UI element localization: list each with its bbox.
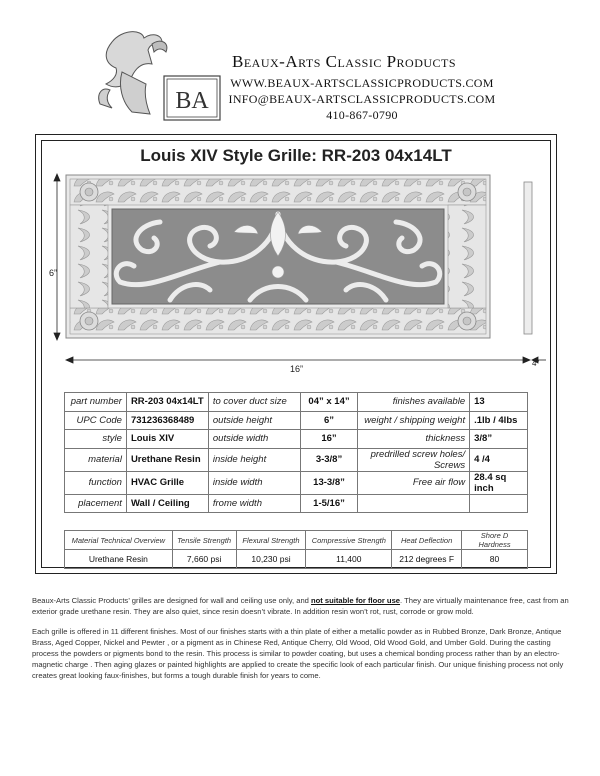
phone-number: 410-867-0790	[326, 108, 398, 122]
grille-side-profile	[524, 182, 532, 334]
spec-label: UPC Code	[65, 411, 127, 430]
spec-label: inside height	[208, 448, 300, 471]
column-header: Flexural Strength	[236, 531, 306, 550]
table-row	[65, 531, 528, 550]
width-label: 16”	[290, 364, 304, 374]
column-header: Shore D Hardness	[462, 531, 528, 550]
spec-value: 3/8”	[470, 430, 528, 449]
spec-value: 13	[470, 393, 528, 412]
spec-label: style	[65, 430, 127, 449]
column-header: Compressive Strength	[306, 531, 392, 550]
column-header: Heat Deflection	[392, 531, 462, 550]
spec-value: Louis XIV	[126, 430, 208, 449]
material-value: 212 degrees F	[392, 550, 462, 569]
spec-label: part number	[65, 393, 127, 412]
spec-value	[470, 494, 528, 513]
spec-label: function	[65, 471, 127, 494]
table-row	[65, 411, 528, 430]
griffin-logo	[92, 24, 222, 124]
material-value: 11,400	[306, 550, 392, 569]
spec-label: material	[65, 448, 127, 471]
spec-label	[358, 494, 470, 513]
email-link[interactable]: INFO@BEAUX-ARTSCLASSICPRODUCTS.COM	[228, 92, 496, 106]
header	[0, 0, 600, 130]
height-dimension	[54, 174, 60, 340]
company-name: Beaux-Arts Classic Products	[232, 52, 457, 71]
spec-value: 1-5/16”	[300, 494, 358, 513]
spec-value: 16”	[300, 430, 358, 449]
spec-label: placement	[65, 494, 127, 513]
spec-label: predrilled screw holes/ Screws	[358, 448, 470, 471]
spec-value: 13-3/8”	[300, 471, 358, 494]
product-title: Louis XIV Style Grille: RR-203 04x14LT	[140, 146, 452, 165]
spec-label: outside height	[208, 411, 300, 430]
table-row	[65, 393, 528, 412]
spec-value: HVAC Grille	[126, 471, 208, 494]
spec-value: 04” x 14”	[300, 393, 358, 412]
spec-label: finishes available	[358, 393, 470, 412]
spec-value: 6”	[300, 411, 358, 430]
grille-drawing	[50, 172, 550, 382]
spec-label: inside width	[208, 471, 300, 494]
spec-value: Urethane Resin	[126, 448, 208, 471]
table-row	[65, 550, 528, 569]
usage-text-end: . They are virtually maintenance free, cast from an exterior grade urethane resin. They are also quiet, since resin doesn’t vibrate. In addition resin won’t rot, rust, corrode or grow mold.	[32, 596, 569, 616]
spec-label: to cover duct size	[208, 393, 300, 412]
table-row	[65, 430, 528, 449]
spec-value: 28.4 sq inch	[470, 471, 528, 494]
spec-value: 4 /4	[470, 448, 528, 471]
spec-label: thickness	[358, 430, 470, 449]
column-header: Tensile Strength	[172, 531, 236, 550]
monogram: BA	[175, 88, 209, 114]
spec-label: frome width	[208, 494, 300, 513]
usage-paragraph	[32, 595, 572, 617]
floor-warning: not suitable for floor use	[311, 596, 401, 605]
height-label: 6”	[49, 268, 58, 278]
specs-table	[64, 392, 528, 513]
depth-label: 4”	[532, 359, 540, 368]
usage-text-start: Beaux-Arts Classic Products’ grilles are designed for wall and ceiling use only, and	[32, 596, 311, 605]
website-link[interactable]: WWW.BEAUX-ARTSCLASSICPRODUCTS.COM	[230, 76, 494, 90]
table-row	[65, 448, 528, 471]
width-dimension	[66, 357, 546, 363]
material-value: 10,230 psi	[236, 550, 306, 569]
column-header: Material Technical Overview	[65, 531, 173, 550]
spec-value: 3-3/8”	[300, 448, 358, 471]
table-row	[65, 471, 528, 494]
spec-label: weight / shipping weight	[358, 411, 470, 430]
table-row	[65, 494, 528, 513]
grille-face	[66, 175, 490, 338]
spec-value: Wall / Ceiling	[126, 494, 208, 513]
material-table	[64, 530, 528, 569]
spec-value: .1lb / 4lbs	[470, 411, 528, 430]
spec-value: RR-203 04x14LT	[126, 393, 208, 412]
material-value: 80	[462, 550, 528, 569]
spec-value: 731236368489	[126, 411, 208, 430]
spec-label: outside width	[208, 430, 300, 449]
material-value: 7,660 psi	[172, 550, 236, 569]
finishes-paragraph: Each grille is offered in 11 different finishes. Most of our finishes starts with a thin plate of either a metallic powder as in Rubbed Bronze, Dark Bronze, Antique Brass, Aged Copper, Nickel and Pewter , or a pigment as in Chinese Red, Antique Cherry, Old Wood, Old Wood Gold, and Umber Gold. During the casting process the powders or pigments bond to the resin. This process is similar to powder coating, but uses a chemical bonding process rather than by an electro-magnetic charge . Then aging glazes or painted highlights are applied to create the specific look of each particular finish. Our unique finishing process not only creates great looking faux-finishes, but forms a tough durable finish for years to come.	[32, 627, 564, 680]
material-value: Urethane Resin	[65, 550, 173, 569]
spec-label: Free air flow	[358, 471, 470, 494]
